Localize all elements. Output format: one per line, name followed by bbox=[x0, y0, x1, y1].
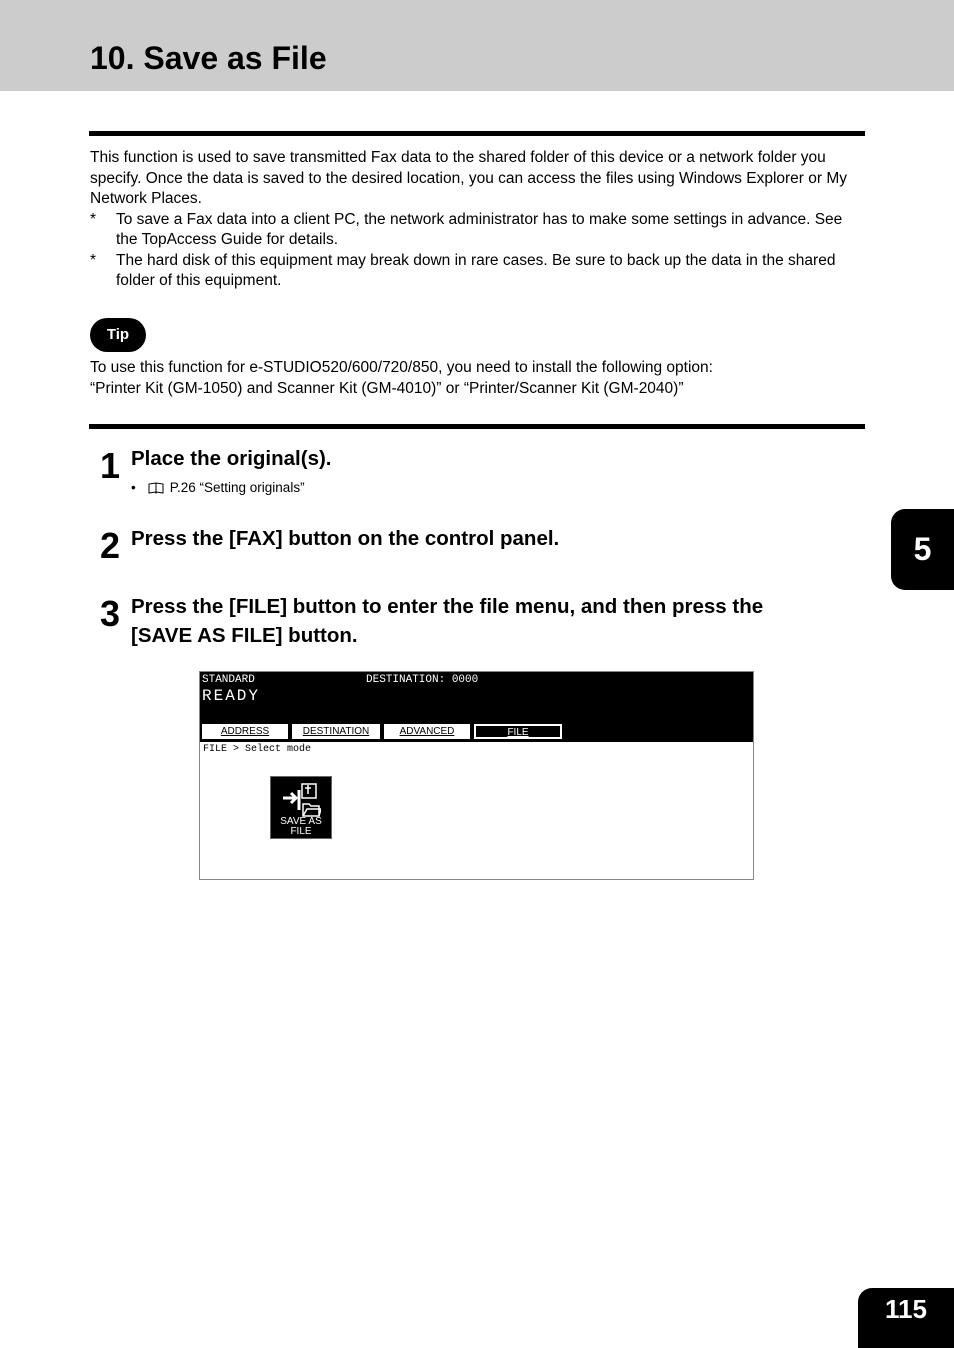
control-panel-screen bbox=[199, 671, 754, 880]
steps-rule bbox=[89, 424, 865, 429]
screen-status-area bbox=[200, 672, 753, 742]
step-text bbox=[131, 592, 851, 650]
save-as-file-label bbox=[271, 817, 331, 837]
screen-tabs bbox=[202, 724, 566, 741]
save-label-line: SAVE AS bbox=[280, 816, 322, 827]
screen-status: STANDARD bbox=[202, 674, 255, 686]
bullet: • bbox=[131, 480, 136, 495]
note-mark: * bbox=[90, 210, 97, 228]
intro-section bbox=[90, 148, 865, 292]
top-rule bbox=[89, 131, 865, 136]
note-text: To save a Fax data into a client PC, the network administrator has to make some settings in advance. See the TopAccess Guide for details. bbox=[116, 210, 843, 248]
tip-badge: Tip bbox=[90, 318, 146, 352]
reference-link[interactable]: P.26 “Setting originals” bbox=[169, 480, 305, 495]
step-text: Place the original(s). bbox=[131, 447, 332, 470]
step-reference bbox=[131, 479, 305, 497]
chapter-tab: 5 bbox=[891, 509, 954, 590]
note-item bbox=[90, 251, 865, 292]
intro-paragraph: This function is used to save transmitted Fax data to the shared folder of this device or a network folder you specify. Once the data is saved to the desired location, you can access the files using Windows Explorer or My Network Places. bbox=[90, 149, 848, 207]
save-to-folder-icon bbox=[281, 782, 321, 818]
step-text-line: Press the [FILE] button to enter the file menu, and then press the bbox=[131, 595, 764, 618]
tip-line: To use this function for e-STUDIO520/600/720/850, you need to install the following option: bbox=[90, 359, 713, 376]
book-icon bbox=[148, 482, 164, 494]
tab-destination[interactable]: DESTINATION bbox=[292, 724, 380, 739]
tab-file[interactable]: FILE bbox=[474, 724, 562, 739]
page-number: 115 bbox=[858, 1288, 954, 1348]
note-item bbox=[90, 210, 865, 251]
tab-address[interactable]: ADDRESS bbox=[202, 724, 288, 739]
step-number: 1 bbox=[100, 445, 120, 486]
step-text-line: [SAVE AS FILE] button. bbox=[131, 624, 358, 647]
step-text: Press the [FAX] button on the control panel. bbox=[131, 527, 560, 550]
tip-line: “Printer Kit (GM-1050) and Scanner Kit (GM-4010)” or “Printer/Scanner Kit (GM-2040)” bbox=[90, 379, 684, 397]
step-number: 2 bbox=[100, 525, 120, 566]
save-label-line: FILE bbox=[290, 826, 312, 837]
page-title: 10. Save as File bbox=[90, 40, 327, 76]
tip-text bbox=[90, 358, 865, 399]
save-as-file-button[interactable] bbox=[270, 776, 332, 839]
tab-advanced[interactable]: ADVANCED bbox=[384, 724, 470, 739]
step-number: 3 bbox=[100, 593, 120, 634]
screen-destination: DESTINATION: 0000 bbox=[366, 674, 479, 686]
screen-breadcrumb: FILE > Select mode bbox=[203, 744, 312, 755]
note-text: The hard disk of this equipment may break down in rare cases. Be sure to back up the data in the shared folder of this equipment. bbox=[116, 251, 836, 289]
note-mark: * bbox=[90, 251, 97, 269]
screen-ready: READY bbox=[202, 687, 261, 705]
